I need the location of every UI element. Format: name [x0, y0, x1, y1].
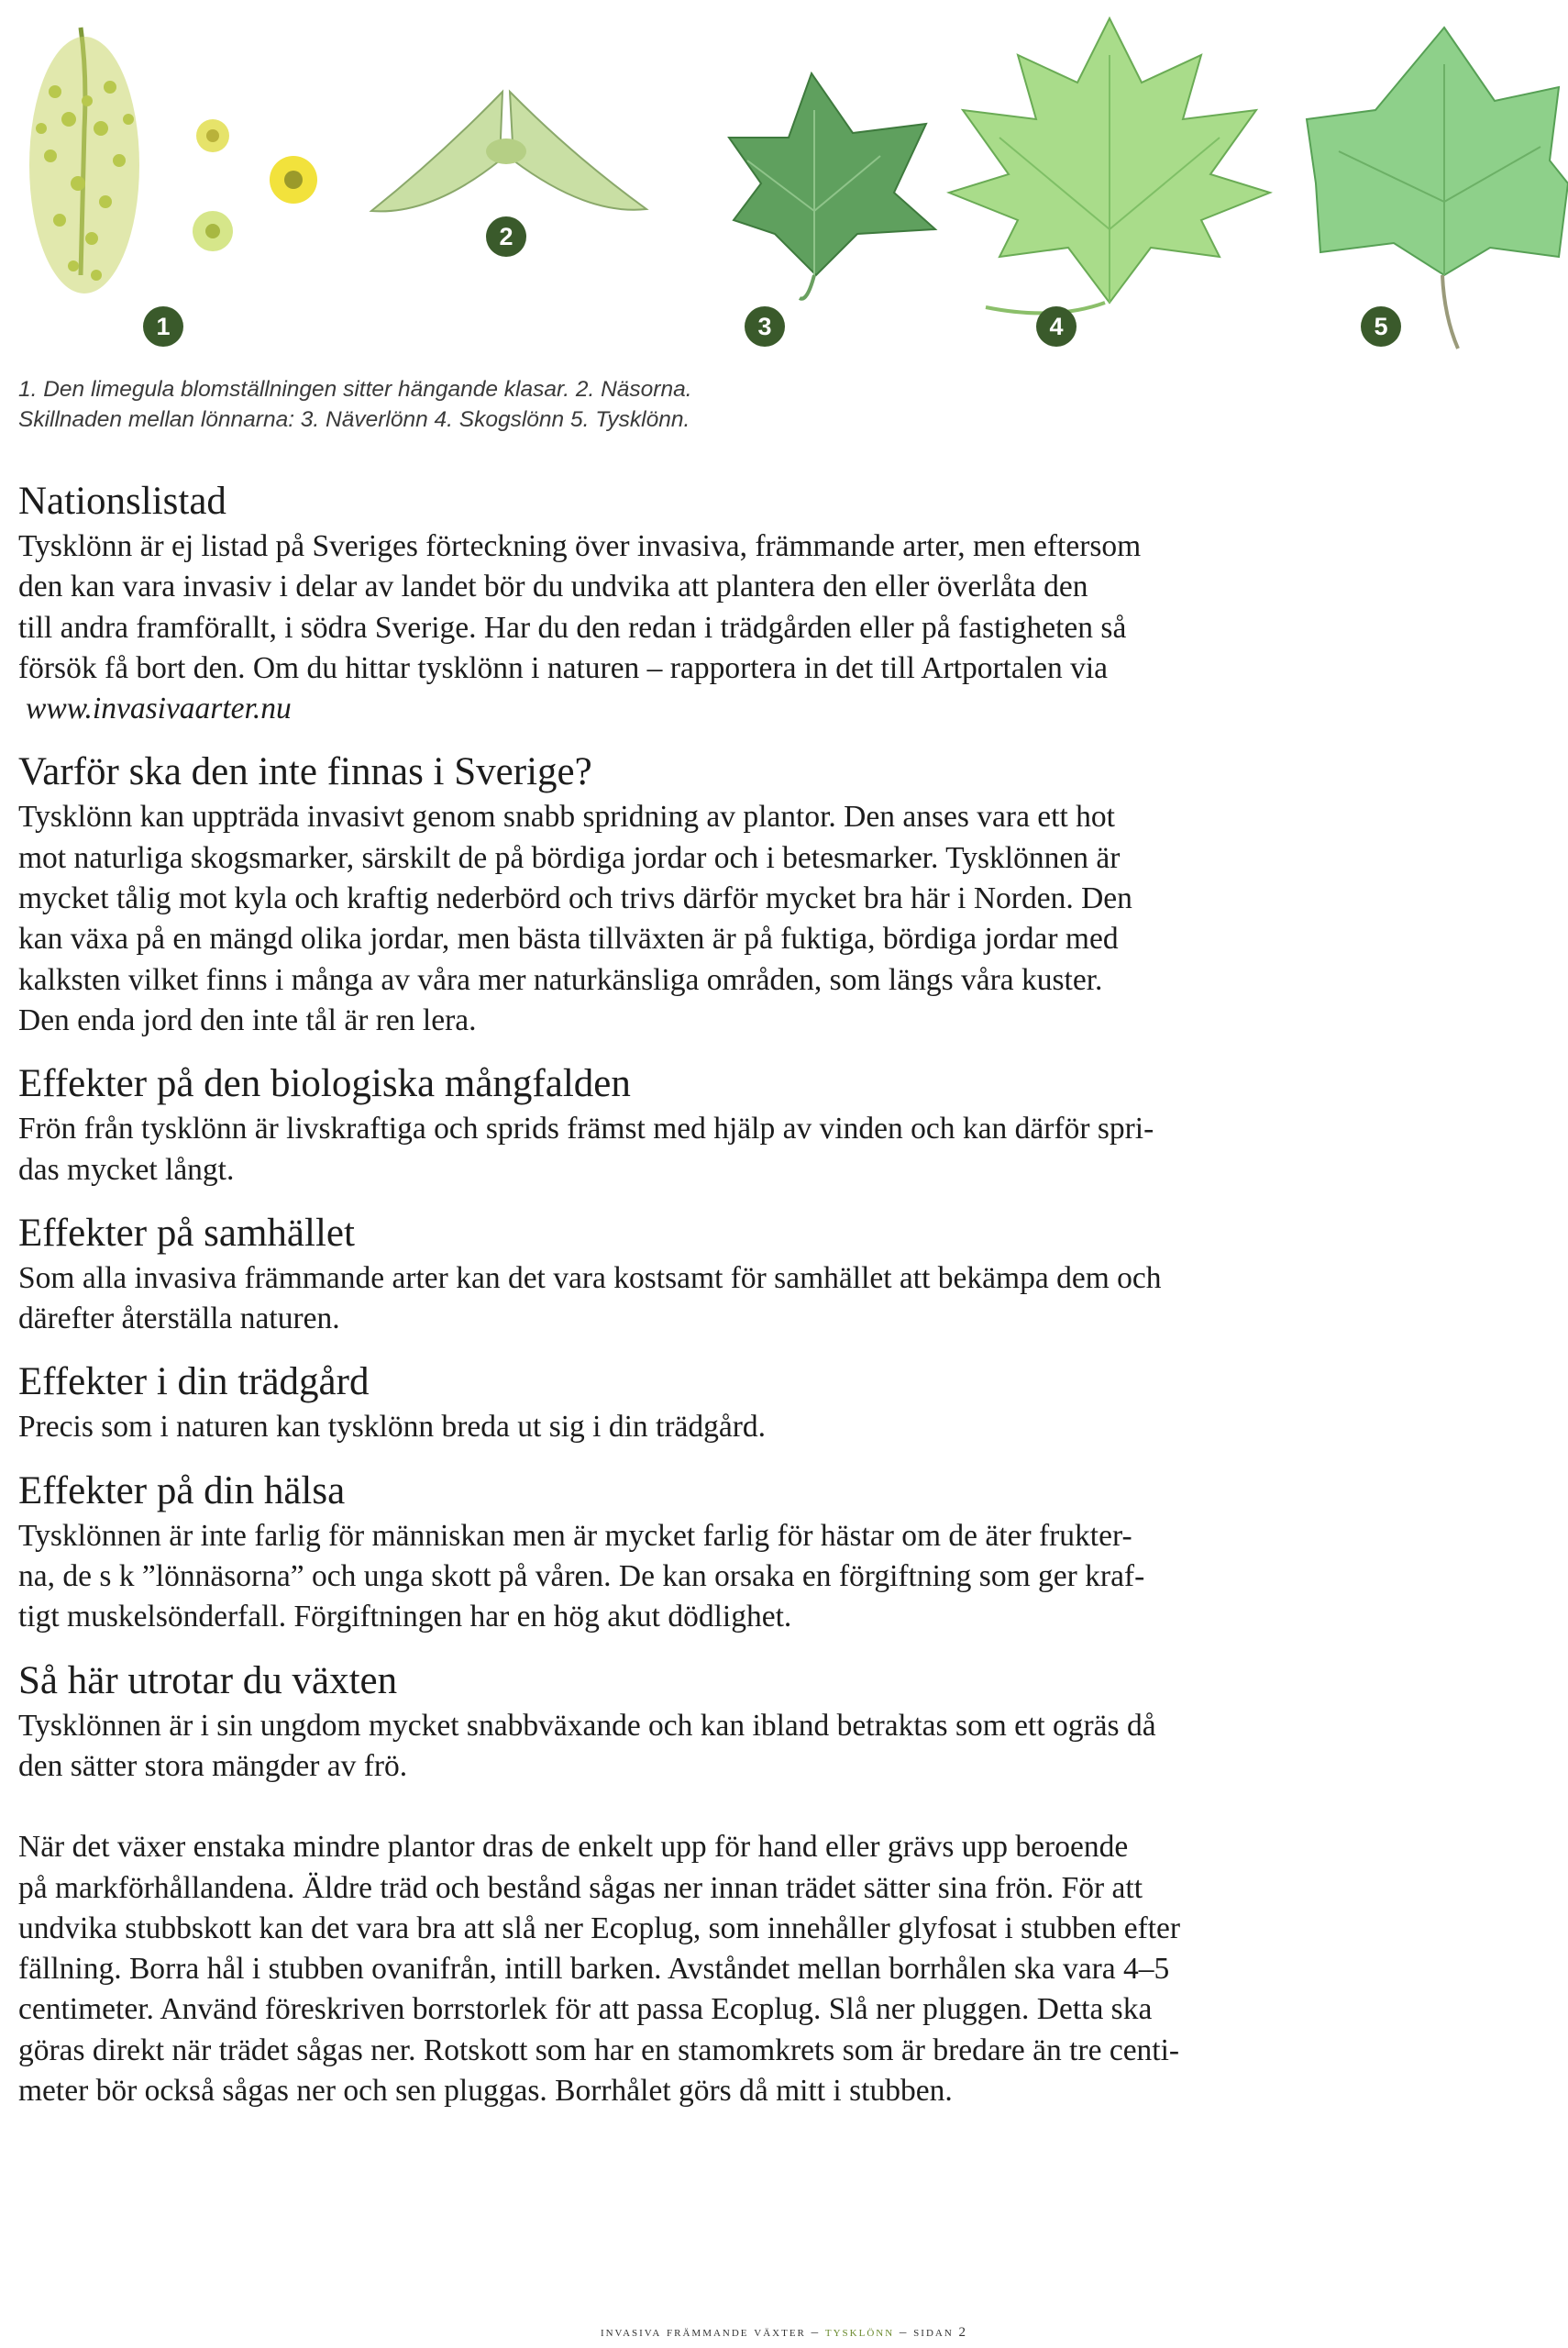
figure-caption — [18, 374, 1522, 435]
botanical-illustration — [0, 0, 1568, 362]
section-biologisk-mangfald — [18, 1059, 1540, 1191]
body-line: kalksten vilket finns i många av våra mer naturkänsliga områden, som längs våra kuster. — [18, 962, 1103, 997]
body-line: Tysklönn är ej listad på Sveriges förteckning över invasiva, främmande arter, men eftersom — [18, 529, 1142, 563]
body-line: När det växer enstaka mindre plantor dras de enkelt upp för hand eller grävs upp beroende — [18, 1830, 1129, 1865]
footer-species: tysklönn — [824, 2325, 895, 2340]
section-body — [18, 1258, 1540, 1340]
caption-line-1: 1. Den limegula blomställningen sitter hängande klasar. 2. Näsorna. — [18, 377, 692, 402]
figure-badge-4: 4 — [1036, 306, 1077, 347]
main-content — [18, 477, 1540, 2111]
footer-prefix: invasiva främmande växter – — [600, 2325, 821, 2340]
section-utrotning — [18, 1656, 1540, 2112]
section-body — [18, 1407, 1540, 1447]
figure-badge-5: 5 — [1361, 306, 1401, 347]
section-body — [18, 1706, 1540, 1788]
body-line: na, de s k ”lönnäsorna” och unga skott på våren. De kan orsaka en förgiftning som ger kraf- — [18, 1559, 1145, 1594]
section-samhallet — [18, 1209, 1540, 1340]
leaf-5-drawing — [1307, 28, 1568, 349]
section-heading: Effekter på den biologiska mångfalden — [18, 1062, 631, 1106]
section-heading: Effekter på samhället — [18, 1211, 355, 1255]
figure-badge-3: 3 — [745, 306, 785, 347]
body-line: das mycket långt. — [18, 1152, 235, 1187]
body-line: på markförhållandena. Äldre träd och bestånd sågas ner innan trädet sätter sina frön. För att — [18, 1870, 1143, 1905]
body-line: den kan vara invasiv i delar av landet bör du undvika att plantera den eller överlåta den — [18, 570, 1088, 604]
section-heading: Effekter på din hälsa — [18, 1468, 346, 1512]
section-nationslistad — [18, 477, 1540, 729]
body-line: fällning. Borra hål i stubben ovanifrån, intill barken. Avståndet mellan borrhålen ska vara 4–5 — [18, 1952, 1170, 1987]
body-line: försök få bort den. Om du hittar tysklönn i naturen – rapportera in det till Artportalen via — [18, 650, 1109, 685]
body-line: tigt muskelsönderfall. Förgiftningen har en hög akut dödlighet. — [18, 1600, 792, 1634]
section-body — [18, 526, 1540, 729]
website-link[interactable]: www.invasivaarter.nu — [26, 692, 292, 726]
footer-page: – sidan 2 — [899, 2325, 968, 2340]
section-body-continued — [18, 1827, 1540, 2111]
body-line: till andra framförallt, i södra Sverige. Har du den redan i trädgården eller på fastigheten så — [18, 610, 1127, 645]
page-footer — [0, 2325, 1568, 2341]
figure-badge-1: 1 — [143, 306, 183, 347]
section-body — [18, 1516, 1540, 1638]
body-line: meter bör också sågas ner och sen pluggas. Borrhålet görs då mitt i stubben. — [18, 2074, 953, 2109]
section-heading: Varför ska den inte finnas i Sverige? — [18, 750, 592, 794]
body-line: Precis som i naturen kan tysklönn breda ut sig i din trädgård. — [18, 1410, 767, 1445]
section-body — [18, 1109, 1540, 1191]
body-line: därefter återställa naturen. — [18, 1301, 340, 1336]
body-line: Den enda jord den inte tål är ren lera. — [18, 1002, 477, 1037]
body-line: mycket tålig mot kyla och kraftig nederbörd och trivs därför mycket bra här i Norden. Den — [18, 881, 1132, 916]
body-line: Tysklönnen är inte farlig för människan men är mycket farlig för hästar om de äter frukter- — [18, 1518, 1132, 1553]
body-line: Frön från tysklönn är livskraftiga och sprids främst med hjälp av vinden och kan därför spri- — [18, 1112, 1154, 1146]
flower-cluster-drawing — [29, 28, 139, 294]
figure-badge-2: 2 — [486, 216, 526, 257]
illustration-svg — [0, 0, 1568, 362]
body-line: centimeter. Använd föreskriven borrstorlek för att passa Ecoplug. Slå ner pluggen. Detta ska — [18, 1992, 1153, 2027]
leaf-4-drawing — [949, 18, 1270, 313]
section-varfor — [18, 748, 1540, 1041]
body-line: mot naturliga skogsmarker, särskilt de på bördiga jordar och i betesmarker. Tysklönnen är — [18, 840, 1121, 875]
section-tradgard — [18, 1357, 1540, 1447]
samara-drawing — [371, 92, 646, 211]
caption-line-2: Skillnaden mellan lönnarna: 3. Näverlönn 4. Skogslönn 5. Tysklönn. — [18, 407, 690, 432]
section-halsa — [18, 1467, 1540, 1638]
body-line: undvika stubbskott kan det vara bra att slå ner Ecoplug, som innehåller glyfosat i stubben efter — [18, 1911, 1181, 1945]
section-heading: Effekter i din trädgård — [18, 1360, 370, 1404]
section-body — [18, 797, 1540, 1041]
body-line: kan växa på en mängd olika jordar, men bästa tillväxten är på fuktiga, bördiga jordar med — [18, 922, 1119, 957]
leaf-3-drawing — [729, 73, 935, 299]
body-line: göras direkt när trädet sågas ner. Rotskott som har en stamomkrets som är bredare än tre centi- — [18, 2032, 1180, 2067]
body-line: den sätter stora mängder av frö. — [18, 1748, 408, 1783]
body-line: Tysklönnen är i sin ungdom mycket snabbväxande och kan ibland betraktas som ett ogräs då — [18, 1708, 1156, 1743]
body-line: Tysklönn kan uppträda invasivt genom snabb spridning av plantor. Den anses vara ett hot — [18, 800, 1115, 835]
single-flowers-drawing — [193, 119, 317, 251]
section-heading: Så här utrotar du växten — [18, 1658, 398, 1702]
body-line: Som alla invasiva främmande arter kan det vara kostsamt för samhället att bekämpa dem och — [18, 1260, 1162, 1295]
section-heading: Nationslistad — [18, 480, 226, 523]
